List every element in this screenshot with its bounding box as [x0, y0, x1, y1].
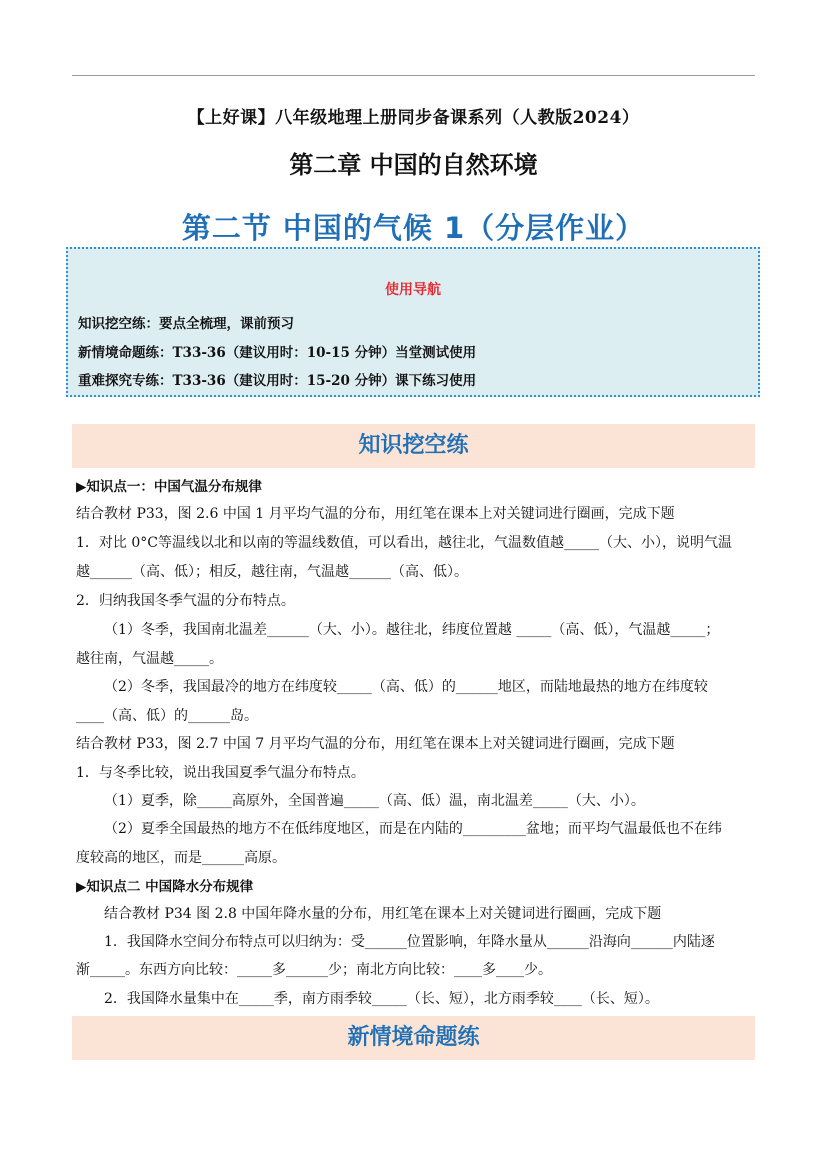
point1-line-7: （2）冬季，我国最冷的地方在纬度较_____（高、低）的______地区，而陆地最热的地方在纬度较 [104, 679, 708, 695]
point1-line-9: 结合教材 P33，图 2.7 中国 7 月平均气温的分布，用红笔在课本上对关键词进行圈画，完成下题 [76, 736, 675, 752]
point1-line-10: 1．与冬季比较，说出我国夏季气温分布特点。 [76, 765, 365, 781]
usage-guide-box [66, 247, 760, 397]
point1-line-3: 越______（高、低）；相反，越往南，气温越______（高、低）。 [76, 564, 468, 580]
point2-line-2: 1．我国降水空间分布特点可以归纳为：受______位置影响，年降水量从______沿海向______内陆逐 [104, 934, 715, 950]
knowledge-point-1-heading: ▶知识点一：中国气温分布规律 [76, 479, 262, 495]
point1-line-2: 1．对比 0°C等温线以北和以南的等温线数值，可以看出，越往北，气温数值越_____（大、小），说明气温 [76, 535, 732, 551]
chapter-title: 第二章 中国的自然环境 [289, 151, 538, 179]
series-title: 【上好课】八年级地理上册同步备课系列（人教版2024） [187, 108, 640, 128]
point1-line-1: 结合教材 P33，图 2.6 中国 1 月平均气温的分布，用红笔在课本上对关键词进行圈画，完成下题 [76, 506, 675, 522]
point1-line-13: 度较高的地区，而是______高原。 [76, 850, 286, 866]
point1-line-11: （1）夏季，除_____高原外，全国普遍_____（高、低）温，南北温差_____（大、小）。 [104, 793, 645, 809]
banner-knowledge: 知识挖空练 [72, 424, 755, 468]
point2-line-3: 渐_____。东西方向比较：_____多______少；南北方向比较：____多____少。 [76, 962, 552, 978]
usage-guide-title: 使用导航 [385, 282, 441, 298]
guide-line-new-context: 新情境命题练：T33-36（建议用时：10-15 分钟）当堂测试使用 [78, 345, 477, 361]
header-rule [72, 75, 755, 76]
point2-line-1: 结合教材 P34 图 2.8 中国年降水量的分布，用红笔在课本上对关键词进行圈画，完成下题 [104, 906, 662, 922]
banner-new-context: 新情境命题练 [72, 1016, 755, 1060]
point1-line-12: （2）夏季全国最热的地方不在低纬度地区，而是在内陆的_________盆地；而平均气温最低也不在纬 [104, 821, 722, 837]
guide-line-knowledge: 知识挖空练：要点全梳理，课前预习 [78, 316, 294, 332]
point2-line-4: 2．我国降水量集中在_____季，南方雨季较_____（长、短），北方雨季较____（长、短）。 [104, 991, 659, 1007]
point1-line-4: 2．归纳我国冬季气温的分布特点。 [76, 593, 295, 609]
point1-line-8: ____（高、低）的______岛。 [76, 708, 258, 724]
point1-line-5: （1）冬季，我国南北温差______（大、小）。越往北，纬度位置越 _____（高、低），气温越_____； [104, 622, 720, 638]
knowledge-point-2-heading: ▶知识点二 中国降水分布规律 [76, 879, 254, 895]
section-title: 第二节 中国的气候 1（分层作业） [181, 211, 646, 245]
guide-line-difficult: 重难探究专练：T33-36（建议用时：15-20 分钟）课下练习使用 [78, 373, 477, 389]
point1-line-6: 越往南，气温越_____。 [76, 651, 223, 667]
